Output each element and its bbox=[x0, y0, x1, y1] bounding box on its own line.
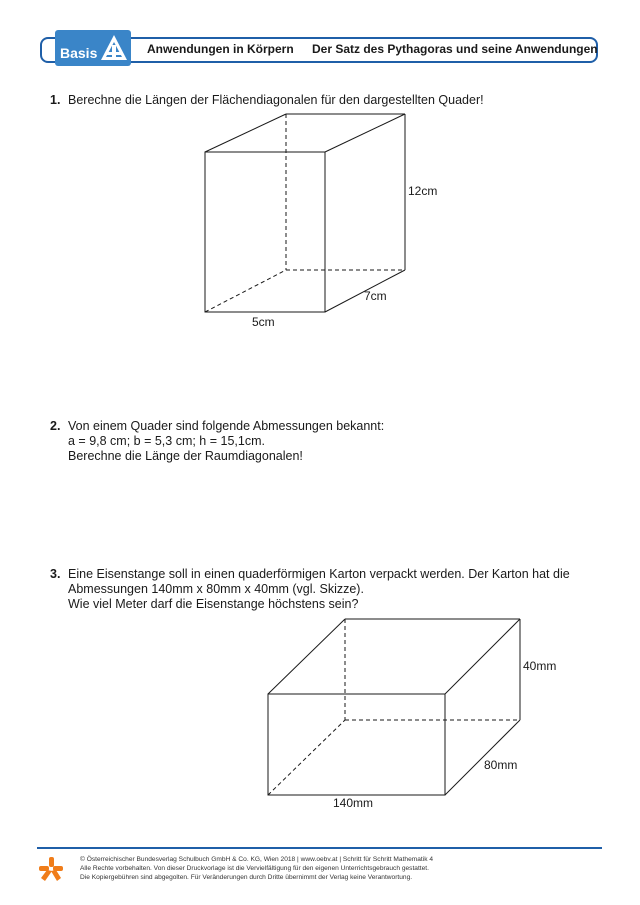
task-text: Wie viel Meter darf die Eisenstange höchstens sein? bbox=[68, 597, 359, 611]
footer-line: © Österreichischer Bundesverlag Schulbuch GmbH & Co. KG, Wien 2018 | www.oebv.at | Schritt für Schritt Mathematik 4 bbox=[80, 856, 434, 863]
edge bbox=[205, 114, 286, 152]
footer-line: Alle Rechte vorbehalten. Von dieser Druckvorlage ist die Vervielfältigung für den eigenen Unterrichtsgebrauch gestattet. bbox=[80, 865, 429, 872]
triangle-logo-icon bbox=[99, 33, 129, 63]
hidden-edge bbox=[205, 270, 286, 312]
edge bbox=[445, 619, 520, 694]
edge bbox=[268, 619, 345, 694]
label-height: 40mm bbox=[523, 659, 557, 673]
task-text: a = 9,8 cm; b = 5,3 cm; h = 15,1cm. bbox=[68, 434, 265, 448]
task-number: 2. bbox=[50, 419, 61, 433]
task-text: Eine Eisenstange soll in einen quaderförmigen Karton verpackt werden. Der Karton hat die bbox=[68, 567, 570, 581]
label-depth: 80mm bbox=[484, 758, 518, 772]
topic-label: Anwendungen in Körpern bbox=[147, 42, 294, 56]
task-text: Berechne die Länge der Raumdiagonalen! bbox=[68, 449, 303, 463]
hidden-edge bbox=[268, 720, 345, 795]
level-badge bbox=[55, 30, 131, 66]
edge bbox=[445, 720, 520, 795]
task-text: Abmessungen 140mm x 80mm x 40mm (vgl. Skizze). bbox=[68, 582, 364, 596]
footer-divider bbox=[37, 847, 602, 849]
footer-line: Die Kopiergebühren sind abgegolten. Für Veränderungen durch Dritte übernimmt der Verlag keine Verantwortung. bbox=[80, 874, 413, 881]
edge bbox=[325, 114, 405, 152]
label-width: 140mm bbox=[333, 796, 374, 810]
publisher-logo-icon bbox=[38, 856, 64, 882]
footer-copyright bbox=[80, 855, 433, 882]
edge bbox=[325, 270, 405, 312]
front-face bbox=[268, 694, 445, 795]
task-1 bbox=[50, 93, 590, 113]
label-width: 5cm bbox=[252, 315, 275, 329]
task-2 bbox=[50, 419, 590, 467]
task-text: Von einem Quader sind folgende Abmessungen bekannt: bbox=[68, 419, 385, 433]
worksheet-title: Der Satz des Pythagoras und seine Anwendungen bbox=[312, 42, 598, 56]
label-height: 12cm bbox=[408, 184, 438, 198]
task-3 bbox=[50, 567, 610, 615]
label-depth: 7cm bbox=[364, 289, 387, 303]
level-badge-label: Basis bbox=[60, 45, 98, 61]
task-text: Berechne die Längen der Flächendiagonalen für den dargestellten Quader! bbox=[68, 93, 484, 107]
task-number: 1. bbox=[50, 93, 61, 107]
task-number: 3. bbox=[50, 567, 61, 581]
front-face bbox=[205, 152, 325, 312]
